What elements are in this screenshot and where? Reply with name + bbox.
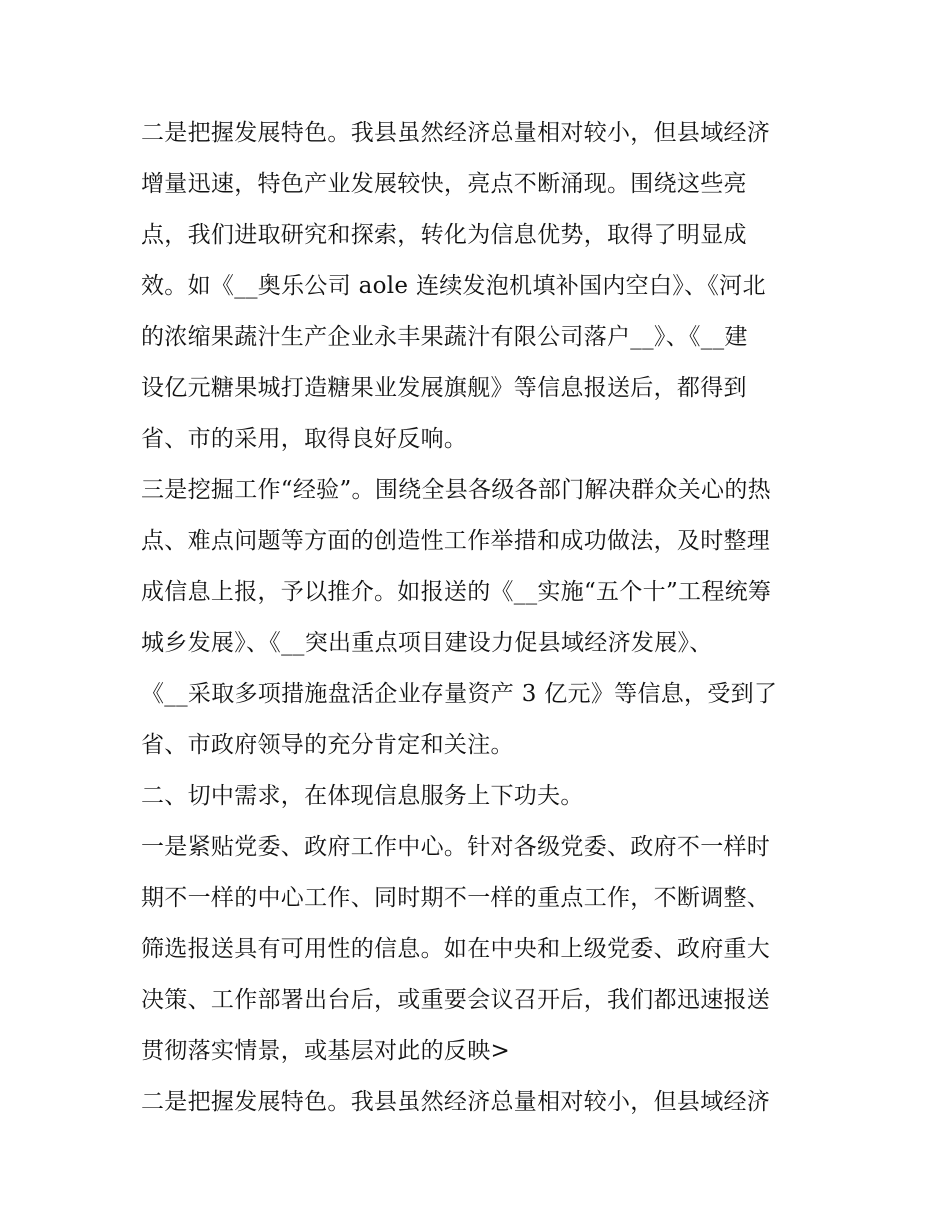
text-line: 决策、工作部署出台后，或重要会议召开后，我们都迅速报送 (141, 987, 771, 1013)
text-line: 增量迅速，特色产业发展较快，亮点不断涌现。围绕这些亮 (141, 171, 747, 197)
text-line: 筛选报送具有可用性的信息。如在中央和上级党委、政府重大 (141, 936, 771, 962)
text-line: 设亿元糖果城打造糖果业发展旗舰》等信息报送后，都得到 (141, 375, 747, 401)
text-line: 省、市政府领导的充分肯定和关注。 (141, 732, 514, 758)
text-line: 的浓缩果蔬汁生产企业永丰果蔬汁有限公司落户__》、《__建 (141, 324, 748, 350)
text-line: 一是紧贴党委、政府工作中心。针对各级党委、政府不一样时 (141, 834, 771, 860)
text-line: 贯彻落实情景，或基层对此的反映> (141, 1038, 511, 1064)
document-body (141, 108, 821, 1128)
text-line: 二是把握发展特色。我县虽然经济总量相对较小，但县域经济 (141, 1089, 771, 1115)
text-line: 二、切中需求，在体现信息服务上下功夫。 (141, 783, 584, 809)
text-line: 点、难点问题等方面的创造性工作举措和成功做法，及时整理 (141, 528, 771, 554)
text-line: 省、市的采用，取得良好反响。 (141, 426, 468, 452)
text-line: 《__采取多项措施盘活企业存量资产 3 亿元》等信息，受到了 (141, 681, 778, 707)
text-line: 三是挖掘工作“经验”。围绕全县各级各部门解决群众关心的热 (141, 477, 771, 503)
text-line: 期不一样的中心工作、同时期不一样的重点工作，不断调整、 (141, 885, 771, 911)
text-line: 效。如《__奥乐公司 aole 连续发泡机填补国内空白》、《河北 (141, 273, 766, 299)
text-line: 成信息上报，予以推介。如报送的《__实施“五个十”工程统筹 (141, 579, 772, 605)
text-line: 点，我们进取研究和探索，转化为信息优势，取得了明显成 (141, 222, 747, 248)
text-line: 城乡发展》、《__突出重点项目建设力促县域经济发展》、 (141, 630, 713, 656)
text-line: 二是把握发展特色。我县虽然经济总量相对较小，但县域经济 (141, 120, 771, 146)
